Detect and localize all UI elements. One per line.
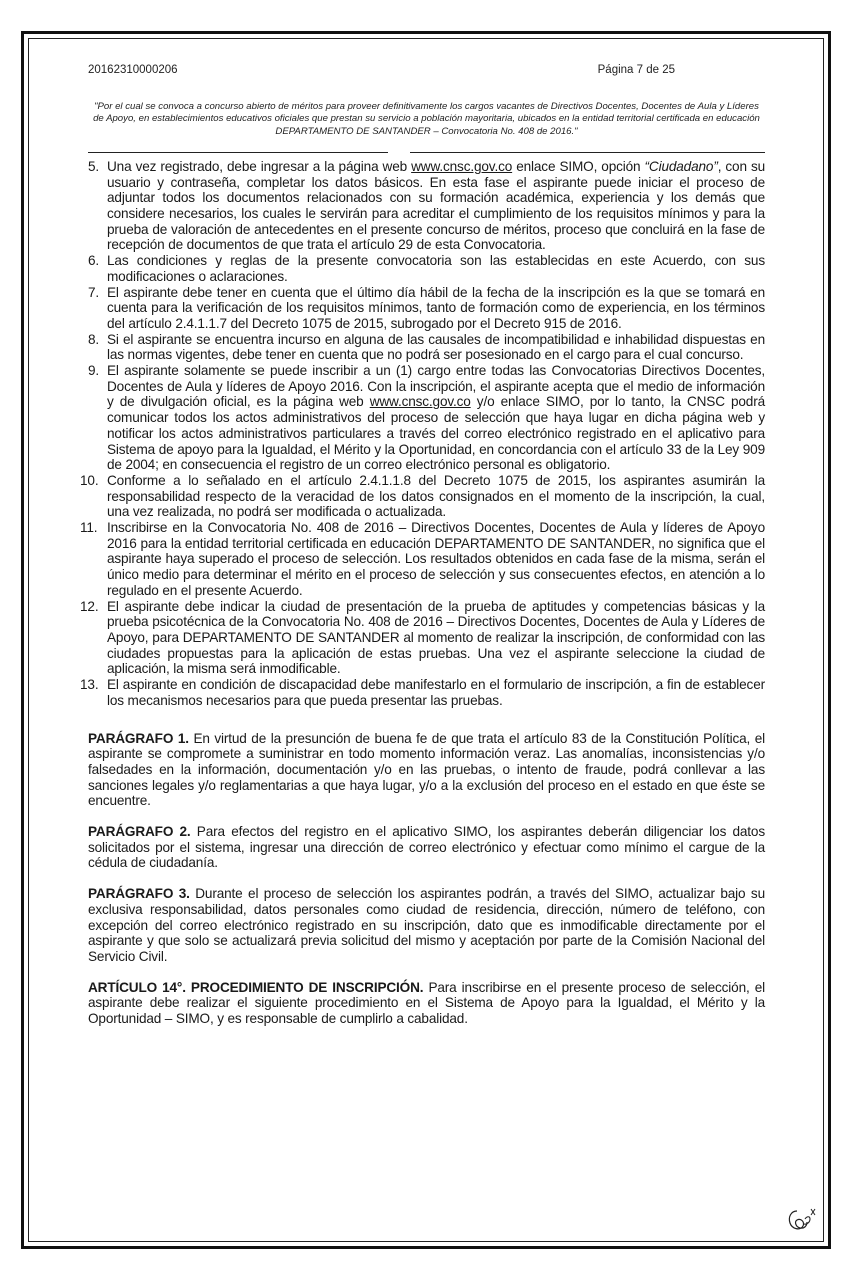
list-item-number: 7. [88, 284, 100, 300]
list-item [88, 363, 765, 473]
paragraph-heading: PARÁGRAFO 1. [88, 730, 189, 746]
list-item-number: 13. [80, 677, 99, 693]
list-item-text: Una vez registrado, debe ingresar a la página web [107, 158, 412, 174]
list-item [80, 472, 765, 520]
page-number: Página 7 de 25 [597, 64, 675, 76]
list-item-text: El aspirante debe indicar la ciudad de presentación de la prueba de aptitudes y competencias básicas y la prueba psicotécnica de la Convocatoria No. 408 de 2016 – Directivos Docentes, Docentes de Aula y Líderes de Apoyo, para DEPARTAMENTO DE SANTANDER al momento de realizar la inscripción, de conformidad con las ciudades propuestas para la aplicación de estas pruebas. Una vez el aspirante seleccione la ciudad de aplicación, la misma será inmodificable. [107, 598, 765, 677]
list-item-text: y/o enlace SIMO, por lo tanto, la CNSC podrá comunicar todos los actos administrativos del proceso de selección que haya lugar en dicha página web y notificar los actos administrativos particulares a través del correo electrónico registrado en el aplicativo para Sistema de apoyo para la Igualdad, el Mérito y la Oportunidad, en concordancia con el artículo 33 de la Ley 909 de 2004; en consecuencia el registro de un correo electrónico personal es obligatorio. [107, 394, 765, 473]
page-header [88, 64, 765, 76]
paragraph-heading: ARTÍCULO 14°. PROCEDIMIENTO DE INSCRIPCIÓN. [88, 979, 424, 995]
list-item-text: Las condiciones y reglas de la presente convocatoria son las establecidas en este Acuerdo, con sus modificaciones o aclaraciones. [107, 253, 765, 284]
paragraph-heading: PARÁGRAFO 2. [88, 824, 191, 840]
list-item [80, 677, 765, 708]
paragraph-text: Para efectos del registro en el aplicativo SIMO, los aspirantes deberán diligenciar los datos solicitados por el sistema, ingresar una dirección de correo electrónico y efectuar como mínimo el cargue de la cédula de ciudadanía. [88, 824, 765, 871]
document-page [80, 64, 766, 1027]
signature-initials-icon [783, 1205, 819, 1244]
list-item-text: Conforme a lo señalado en el artículo 2.4.1.1.8 del Decreto 1075 de 2015, los aspirantes asumirán la responsabilidad respecto de la veracidad de los datos consignados en el momento de la inscripción, la cual, una vez realizada, no podrá ser modificada o actualizada. [107, 472, 765, 520]
paragraphs [88, 731, 765, 1027]
list-item-text: enlace SIMO, opción [512, 158, 645, 174]
list-item [80, 598, 765, 678]
list-item-number: 5. [88, 158, 100, 174]
list-item-text: El aspirante solamente se puede inscribir a un (1) cargo entre todas las Convocatorias Directivos Docentes, Docentes de Aula y líderes de Apoyo 2016. Con la inscripción, el aspirante acepta que el medio de información y de divulgación oficial, es la página web [107, 363, 765, 410]
list-item-number: 6. [88, 253, 100, 269]
document-title-quote: "Por el cual se convoca a concurso abierto de méritos para proveer definitivamente los cargos vacantes de Directivos Docentes, Docentes de Aula y Líderes de Apoyo, en establecimientos educativos oficiales que prestan su servicio a población mayoritaria, ubicados en la entidad territorial certificada en educación DEPARTAMENTO DE SANTANDER – Convocatoria No. 408 de 2016." [93, 101, 760, 137]
header-divider [88, 152, 765, 153]
list-item-text: , con su usuario y contraseña, completar los datos básicos. En esta fase el aspirante puede iniciar el proceso de adjuntar todos los documentos relacionados con su formación académica, experiencia y los demás que considere necesarios, los cuales le servirán para acreditar el cumplimiento de los requisitos mínimos y para la prueba de valoración de antecedentes en el presente concurso de méritos, proceso que concluirá en la fase de recepción de documentos de que trata el artículo 29 de esta Convocatoria. [107, 158, 766, 253]
website-link[interactable]: www.cnsc.gov.co [369, 394, 471, 410]
option-name: “Ciudadano” [644, 158, 718, 174]
paragraph-text: En virtud de la presunción de buena fe de que trata el artículo 83 de la Constitución Política, el aspirante se compromete a suministrar en todo momento información veraz. Las anomalías, inconsistencias y/o falsedades en la información, documentación y/o en las pruebas, o intento de fraude, podrá conllevar a las sanciones legales y/o reglamentarias a que haya lugar, y/o a la exclusión del proceso en el estado en que éste se encuentre. [88, 730, 765, 809]
list-item-text: El aspirante debe tener en cuenta que el último día hábil de la fecha de la inscripción es la que se tomará en cuenta para la verificación de los requisitos mínimos, tanto de formación como de experiencia, en los términos del artículo 2.4.1.1.7 del Decreto 1075 de 2015, subrogado por el Decreto 915 de 2016. [107, 284, 765, 331]
paragraph-heading: PARÁGRAFO 3. [88, 886, 190, 902]
paragraph [88, 980, 765, 1027]
list-item-text: Inscribirse en la Convocatoria No. 408 de 2016 – Directivos Docentes, Docentes de Aula y líderes de Apoyo 2016 para la entidad territorial certificada en educación DEPARTAMENTO DE SANTANDER, no significa que el aspirante haya superado el proceso de selección. Los resultados obtenidos en cada fase de la misma, serán el único medio para determinar el mérito en el proceso de selección y sus consecuentes efectos, en atención a lo regulado en el presente Acuerdo. [107, 520, 765, 598]
list-item-text: Si el aspirante se encuentra incurso en alguna de las causales de incompatibilidad e inhabilidad dispuestas en las normas vigentes, debe tener en cuenta que no podrá ser posesionado en el cargo para el cual concurso. [107, 331, 765, 363]
numbered-list [80, 158, 766, 709]
list-item-number: 9. [88, 363, 100, 379]
list-item [88, 332, 765, 363]
list-item [88, 285, 765, 332]
list-item-text: El aspirante en condición de discapacidad debe manifestarlo en el formulario de inscripción, a fin de establecer los mecanismos necesarios para que pueda presentar las pruebas. [107, 677, 765, 708]
list-item-number: 11. [80, 520, 98, 536]
list-item-number: 8. [88, 331, 100, 347]
paragraph-text: Para inscribirse en el presente proceso de selección, el aspirante debe realizar el siguiente procedimiento en el Sistema de Apoyo para la Igualdad, el Mérito y la Oportunidad – SIMO, y es responsable de cumplirlo a cabalidad. [88, 979, 765, 1027]
document-number: 20162310000206 [88, 64, 178, 76]
list-item [88, 253, 765, 284]
paragraph [88, 731, 765, 810]
list-item-number: 10. [80, 472, 99, 488]
list-item [80, 520, 765, 599]
list-item-number: 12. [80, 598, 99, 614]
paragraph [88, 824, 765, 871]
website-link[interactable]: www.cnsc.gov.co [411, 158, 513, 174]
list-item [88, 159, 765, 253]
paragraph-text: Durante el proceso de selección los aspirantes podrán, a través del SIMO, actualizar bajo su exclusiva responsabilidad, datos personales como ciudad de residencia, dirección, número de teléfono, con excepción del correo electrónico registrado en su inscripción, dato que es inmodificable directamente por el aspirante y que solo se actualizará previa solicitud del mismo y aceptación por parte de la Comisión Nacional del Servicio Civil. [88, 886, 765, 964]
paragraph [88, 886, 765, 965]
